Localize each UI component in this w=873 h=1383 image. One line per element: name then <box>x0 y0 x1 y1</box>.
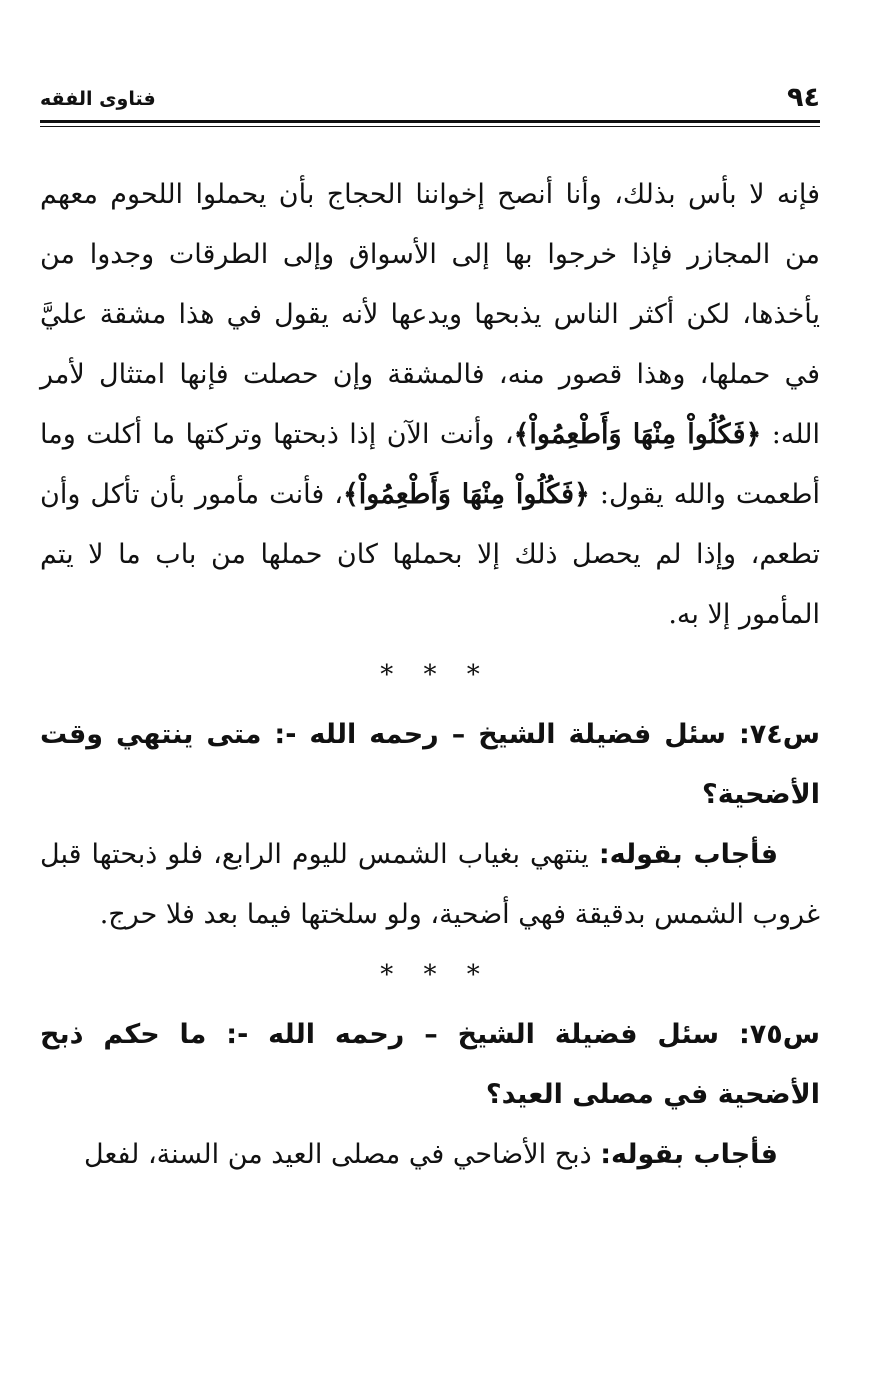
quran-quote: ﴿فَكُلُواْ مِنْهَا وَأَطْعِمُواْ﴾ <box>342 479 590 510</box>
question-text: سئل فضيلة الشيخ – رحمه الله -: متى ينتهي وقت الأضحية؟ <box>40 719 820 810</box>
page-header <box>40 82 820 116</box>
answer-text: ذبح الأضاحي في مصلى العيد من السنة، لفعل <box>84 1139 601 1170</box>
question-number: س٧٤: <box>738 719 820 750</box>
answer-75 <box>40 1125 820 1185</box>
paragraph-text: فإنه لا بأس بذلك، وأنا أنصح إخواننا الحجاج بأن يحملوا اللحوم معهم من المجازر فإذا خرجوا بها إلى الأسواق وإلى الطرقات وجدوا من يأخذها، لكن أكثر الناس يذبحها ويدعها لأنه يقول في هذا مشقة عليَّ في حملها، وهذا قصور منه، فالمشقة وإن حصلت فإنها امتثال لأمر الله: <box>40 179 820 450</box>
section-separator: * * * <box>380 660 480 690</box>
paragraph-continuation <box>40 165 820 645</box>
answer-lead: فأجاب بقوله: <box>600 1139 778 1170</box>
question-text: سئل فضيلة الشيخ – رحمه الله -: ما حكم ذبح الأضحية في مصلى العيد؟ <box>40 1019 820 1110</box>
paragraph-text: ، وأنت الآن إذا ذبحتها وتركتها ما أكلت وما أطعمت والله يقول: <box>40 419 821 510</box>
page-body <box>40 165 820 1185</box>
paragraph-text: ، فأنت مأمور بأن تأكل وأن تطعم، وإذا لم يحصل ذلك إلا بحملها كان حملها من باب ما لا يتم المأمور إلا به. <box>40 479 820 630</box>
answer-text: ينتهي بغياب الشمس لليوم الرابع، فلو ذبحتها قبل غروب الشمس بدقيقة فهي أضحية، ولو سلختها فيما بعد فلا حرج. <box>40 839 820 930</box>
header-rule-thick <box>40 120 820 123</box>
header-rule-thin <box>40 126 820 127</box>
question-number: س٧٥: <box>738 1019 820 1050</box>
question-74 <box>40 705 820 825</box>
question-75 <box>40 1005 820 1125</box>
quran-quote: ﴿فَكُلُواْ مِنْهَا وَأَطْعِمُواْ﴾ <box>513 419 762 450</box>
answer-lead: فأجاب بقوله: <box>598 839 778 870</box>
page-number: ٩٤ <box>787 82 820 113</box>
answer-74 <box>40 825 820 945</box>
section-separator: * * * <box>380 960 480 990</box>
running-title: فتاوى الفقه <box>40 88 156 110</box>
